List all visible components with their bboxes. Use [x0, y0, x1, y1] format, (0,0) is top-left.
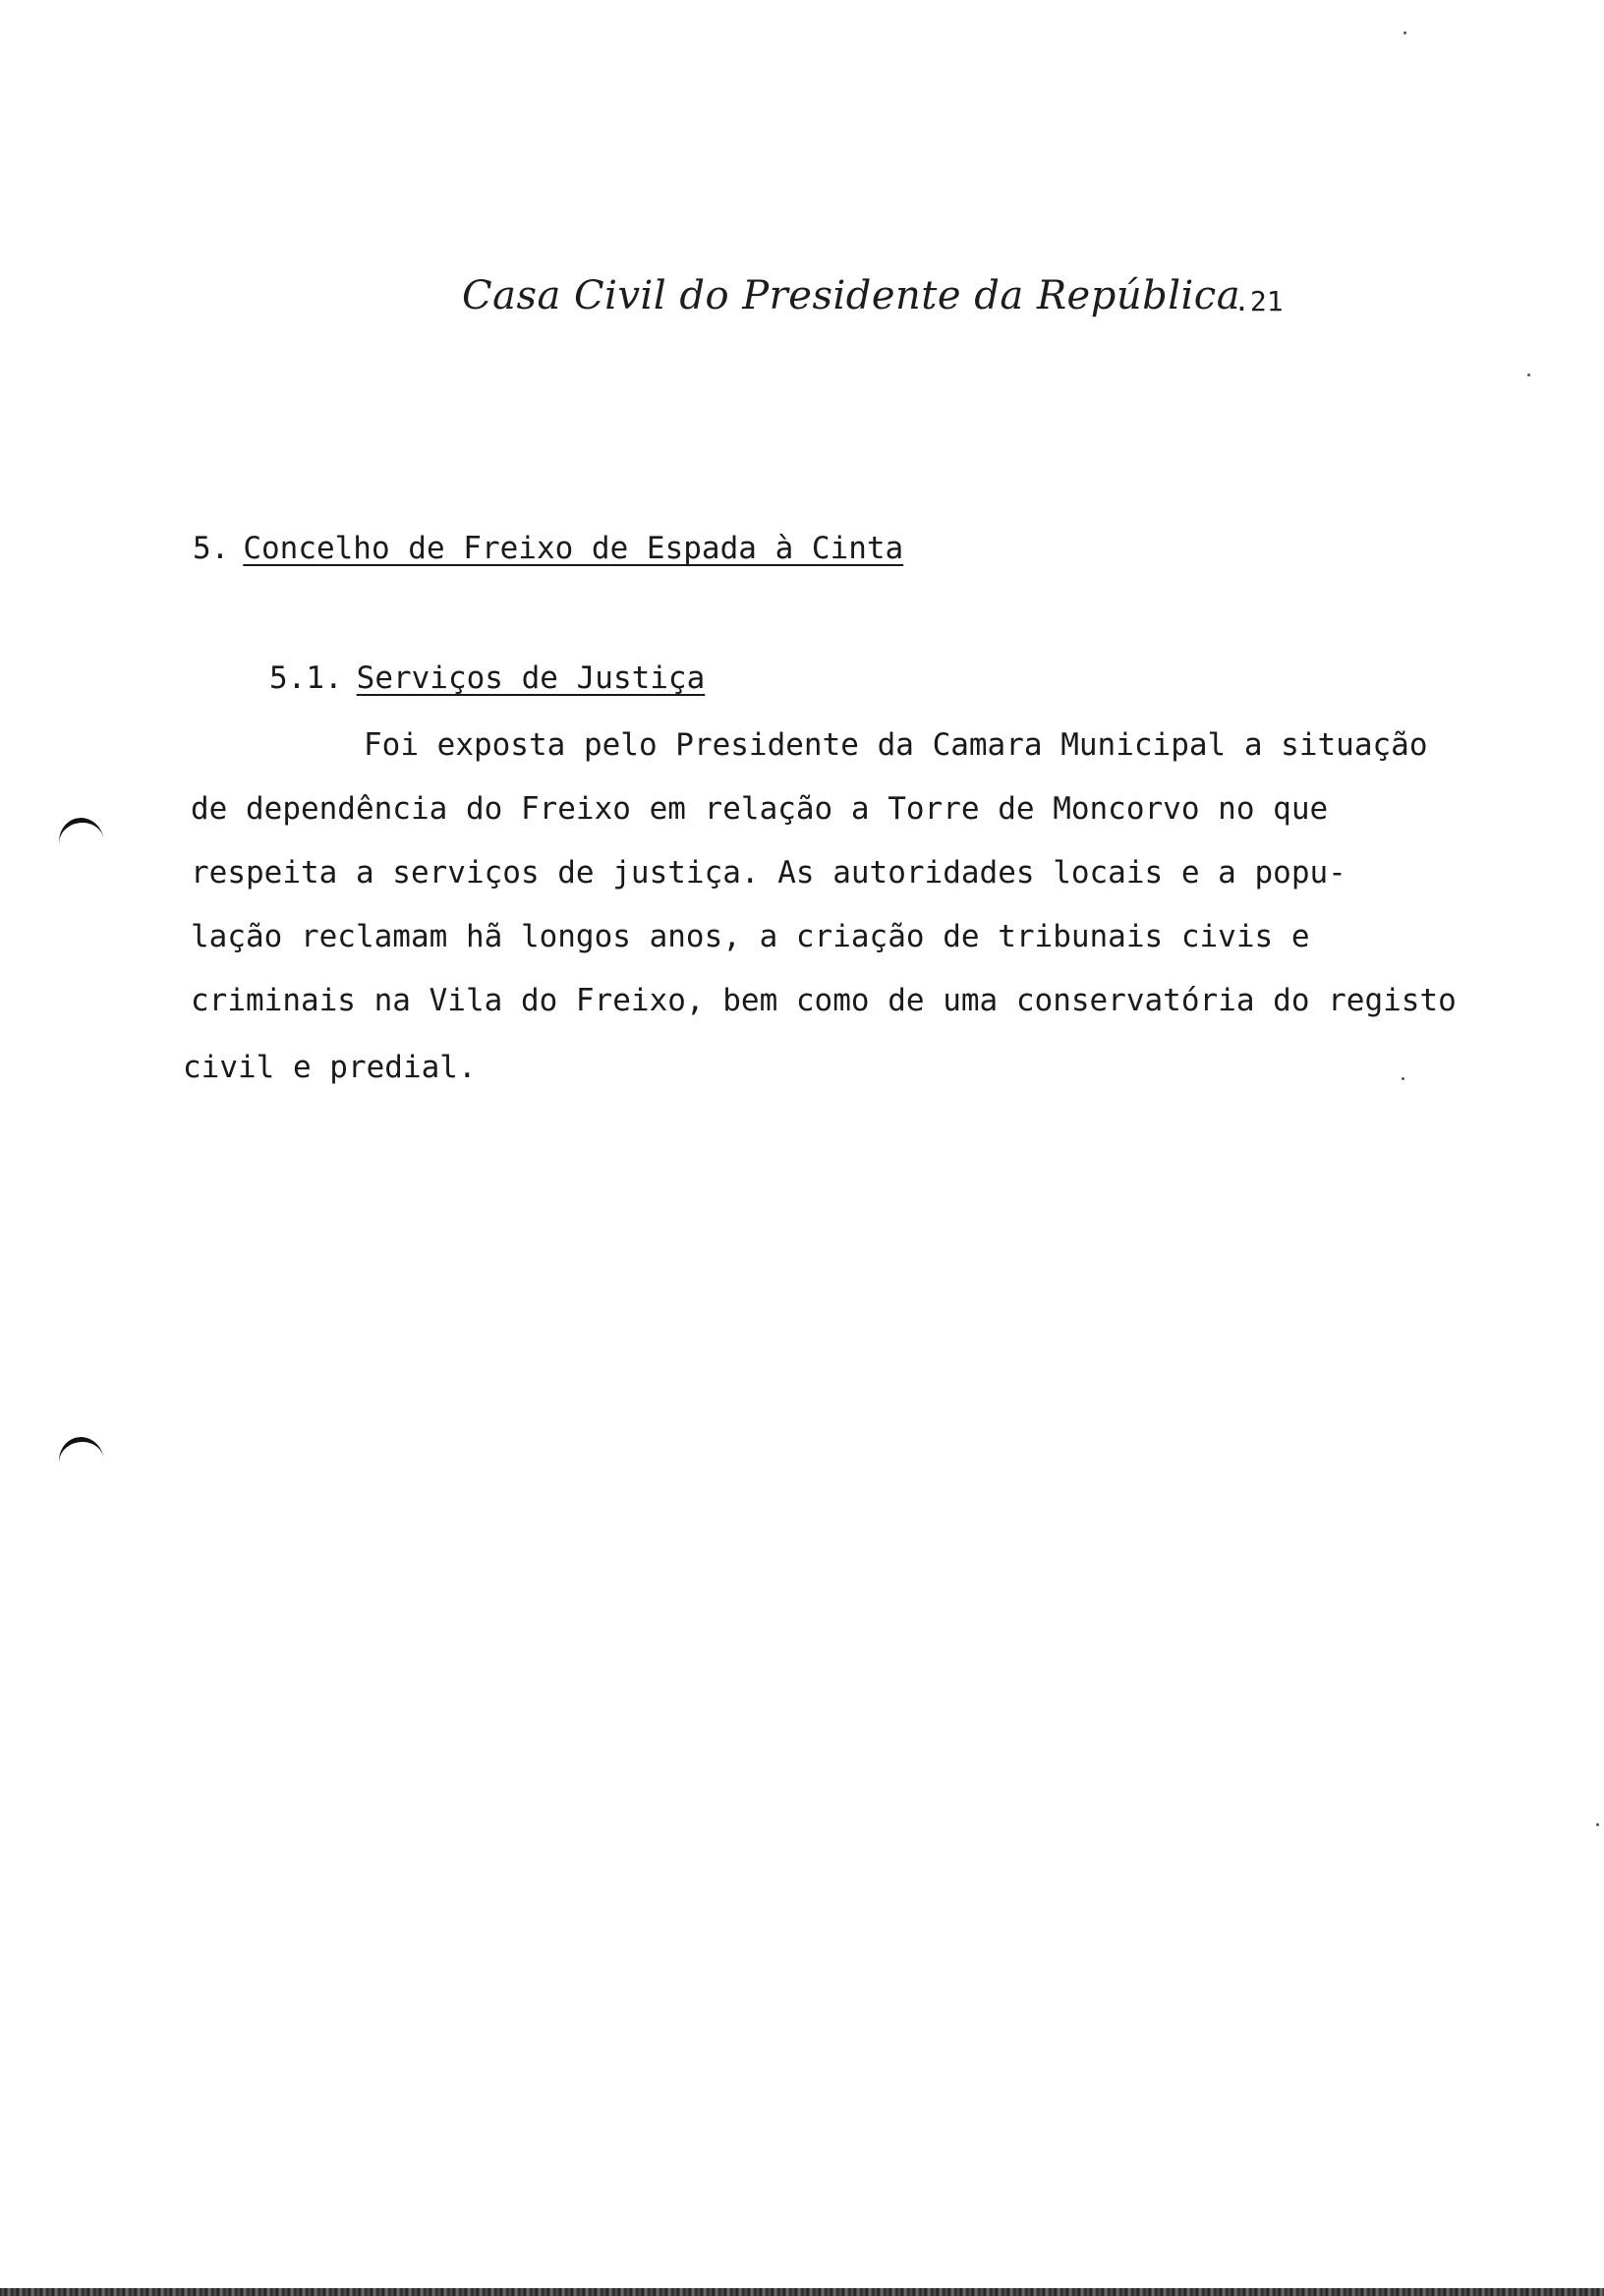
section-title: Concelho de Freixo de Espada à Cinta: [243, 531, 904, 566]
subsection-heading: [269, 660, 705, 696]
letterhead: Casa Civil do Presidente da República: [462, 273, 1241, 318]
scan-speck: [1527, 373, 1530, 376]
section-heading: [193, 531, 903, 566]
paragraph-line: respeita a serviços de justiça. As autoridades locais e a popu-: [191, 855, 1346, 890]
paragraph-line: Foi exposta pelo Presidente da Camara Municipal a situação: [364, 727, 1428, 763]
scan-speck: [1402, 1077, 1404, 1080]
paragraph-line: lação reclamam hã longos anos, a criação de tribunais civis e: [191, 919, 1310, 954]
page-number: .21: [1233, 285, 1284, 317]
binder-hole-mark: [56, 815, 108, 871]
scan-speck: [1404, 31, 1406, 34]
paragraph-line: de dependência do Freixo em relação a Torre de Moncorvo no que: [191, 791, 1329, 827]
subsection-title: Serviços de Justiça: [356, 660, 706, 696]
scan-edge-noise: [0, 2288, 1604, 2296]
section-number: 5.: [193, 531, 230, 566]
paragraph-line: criminais na Vila do Freixo, bem como de uma conservatória do registo: [191, 983, 1457, 1018]
subsection-number: 5.1.: [269, 660, 343, 696]
scan-speck: [1596, 1823, 1599, 1826]
paragraph-line: civil e predial.: [183, 1050, 477, 1085]
binder-hole-mark: [56, 1434, 108, 1490]
